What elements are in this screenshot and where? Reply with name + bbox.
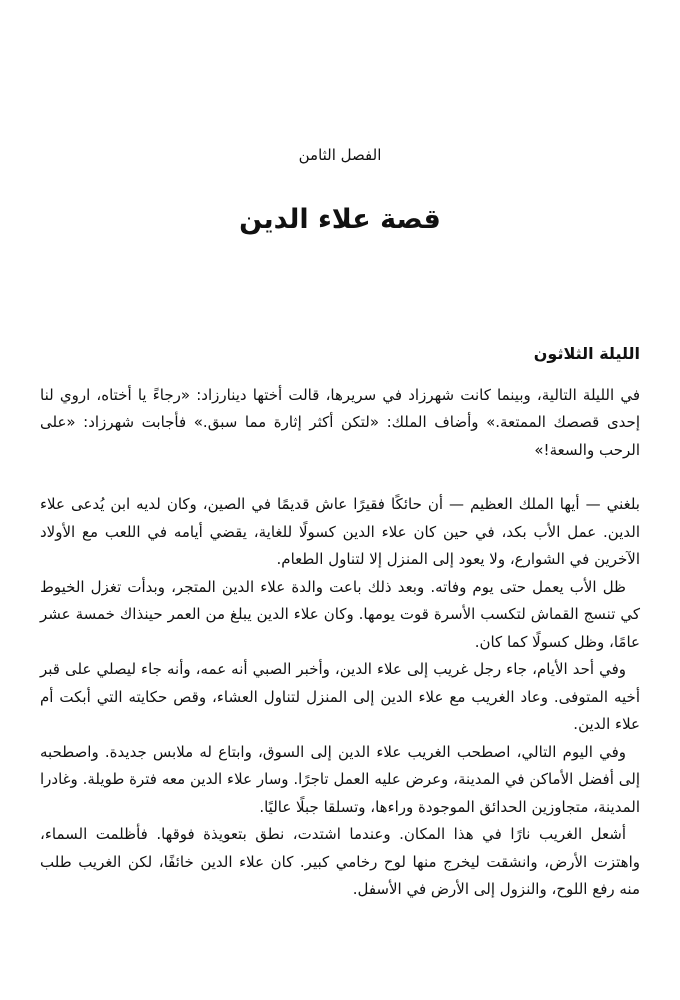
chapter-label: الفصل الثامن bbox=[298, 146, 382, 164]
paragraph: وفي أحد الأيام، جاء رجل غريب إلى علاء الدين، وأخبر الصبي أنه عمه، وأنه جاء ليصلي على قبر أخيه المتوفى. وعاد الغريب مع علاء الدين إلى المنزل لتناول العشاء، وقص حكايته التي أبكت أم علاء الدين. bbox=[40, 660, 640, 733]
paragraph: أشعل الغريب نارًا في هذا المكان. وعندما اشتدت، نطق بتعويذة فوقها. فأظلمت السماء، واهتزت الأرض، وانشقت ليخرج منها لوح رخامي كبير. كان علاء الدين خائفًا، لكن الغريب طلب منه رفع اللوح، والنزول إلى الأرض في الأسفل. bbox=[40, 825, 640, 898]
paragraph-intro: في الليلة التالية، وبينما كانت شهرزاد في سريرها، قالت أختها دينارزاد: «رجاءً يا أختاه، اروي لنا إحدى قصصك الممتعة.» وأضاف الملك: «لتكن أكثر إثارة مما سبق.» فأجابت شهرزاد: «على الرحب والسعة!» bbox=[40, 385, 640, 459]
paragraph: وفي اليوم التالي، اصطحب الغريب علاء الدين إلى السوق، وابتاع له ملابس جديدة. واصطحبه إلى أفضل الأماكن في المدينة، وعرض عليه العمل تاجرًا. وسار علاء الدين معه فترة طويلة. وغادرا المدينة، متجاوزين الحدائق الموجودة وراءها، وتسلقا جبلًا عاليًا. bbox=[40, 742, 640, 816]
paragraph: ظل الأب يعمل حتى يوم وفاته. وبعد ذلك باعت والدة علاء الدين المتجر، وبدأت تغزل الخيوط كي تنسج القماش لتكسب الأسرة قوت يومها. وكان علاء الدين يبلغ من العمر حينذاك خمسة عشر عامًا، وظل كسولًا كما كان. bbox=[40, 577, 640, 651]
paragraph: بلغني — أيها الملك العظيم — أن حائكًا فقيرًا عاش قديمًا في الصين، وكان لديه ابن يُدعى علاء الدين. عمل الأب بكد، في حين كان علاء الدين كسولًا للغاية، يقضي أيامه في اللعب مع الأولاد الآخرين في الشوارع، ولا يعود إلى المنزل إلا لتناول الطعام. bbox=[40, 495, 640, 568]
chapter-title: قصة علاء الدين bbox=[239, 204, 441, 235]
section-heading: الليلة الثلاثون bbox=[533, 344, 640, 363]
chapter-body bbox=[40, 340, 640, 904]
paragraph-gap bbox=[40, 464, 640, 491]
